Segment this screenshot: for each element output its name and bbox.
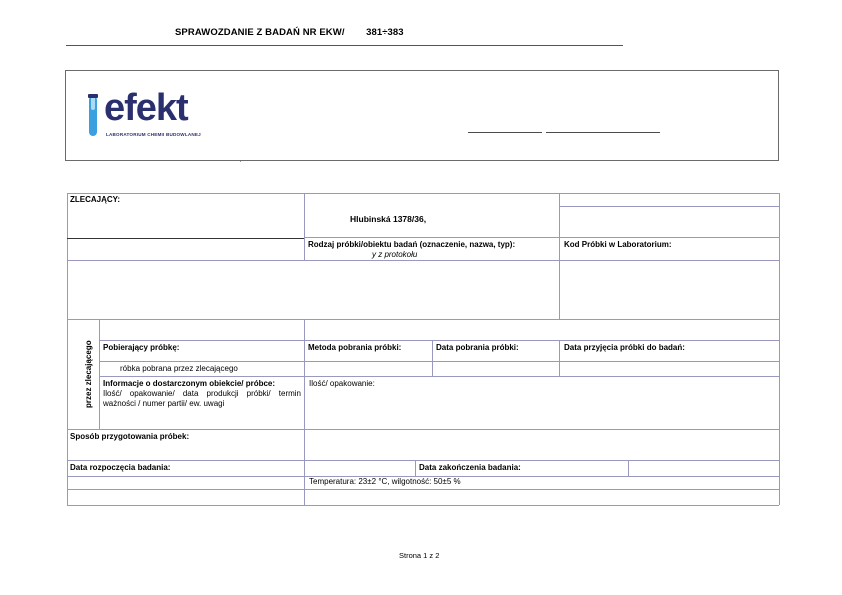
logo-subtitle: LABORATORIUM CHEMII BUDOWLANEJ xyxy=(106,132,201,137)
signature-line-1 xyxy=(468,132,542,133)
sampler-value: róbka pobrana przez zlecającego xyxy=(120,364,238,373)
sampling-date-label: Data pobrania próbki: xyxy=(436,343,519,352)
vertical-label: przez zlecającego xyxy=(84,340,93,408)
sample-type-note: y z protokołu xyxy=(372,250,418,259)
receipt-date-label: Data przyjęcia próbki do badań: xyxy=(564,343,685,352)
test-tube-icon xyxy=(88,94,98,140)
object-info-label: Informacje o dostarczonym obiekcie/ próbce: xyxy=(103,379,276,388)
report-title-line xyxy=(175,27,404,38)
logo-box-tick xyxy=(240,161,241,162)
signature-line-2 xyxy=(546,132,660,133)
client-address: Hlubinská 1378/36, xyxy=(350,214,427,224)
client-label: ZLECAJĄCY: xyxy=(70,195,121,204)
method-label: Metoda pobrania próbki: xyxy=(308,343,402,352)
sample-type-label: Rodzaj próbki/obiektu badań (oznaczenie, nazwa, typ): xyxy=(308,240,516,249)
end-date-label: Data zakończenia badania: xyxy=(419,463,521,472)
lab-code-label: Kod Próbki w Laboratorium: xyxy=(564,240,672,249)
start-date-label: Data rozpoczęcia badania: xyxy=(70,463,171,472)
preparation-label: Sposób przygotowania próbek: xyxy=(70,432,190,441)
logo-brand: efekt xyxy=(104,87,188,129)
header-rule xyxy=(66,45,623,46)
object-info-detail: Ilość/ opakowanie/ data produkcji próbki/ termin ważności / numer partii/ ew. uwagi xyxy=(103,389,301,408)
conditions-text: Temperatura: 23±2 °C, wilgotność: 50±5 % xyxy=(309,477,461,486)
report-number: 381÷383 xyxy=(366,27,404,38)
sampler-label: Pobierający próbkę: xyxy=(103,343,180,352)
page-number: Strona 1 z 2 xyxy=(399,551,440,560)
quantity-label: Ilość/ opakowanie: xyxy=(309,379,375,388)
report-title: SPRAWOZDANIE Z BADAŃ NR EKW/ xyxy=(175,27,345,38)
